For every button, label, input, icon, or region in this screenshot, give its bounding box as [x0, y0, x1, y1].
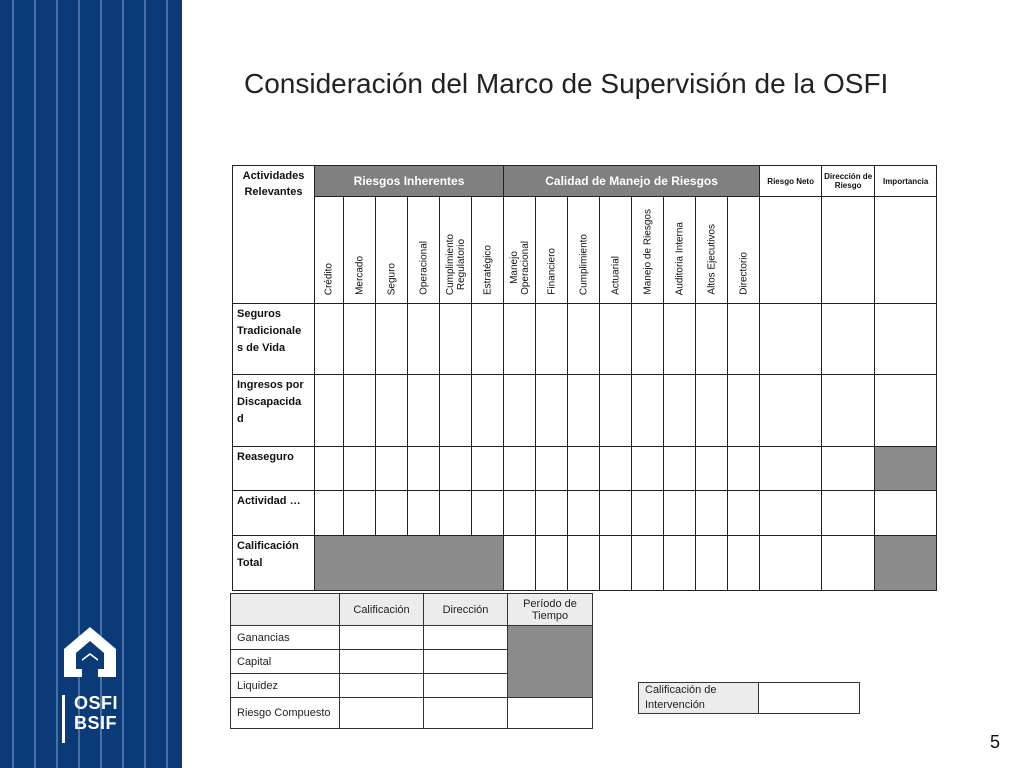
- table-row: [233, 304, 937, 375]
- summary-row-label: Riesgo Compuesto: [231, 698, 340, 729]
- shaded-cell: [315, 536, 504, 591]
- sidebar-stripe: [12, 0, 14, 768]
- activity-label: Seguros Tradicionale s de Vida: [233, 304, 315, 375]
- empty-cell: [822, 197, 875, 304]
- intervention-label: Calificación de Intervención: [639, 683, 759, 714]
- risk-label: Crédito: [323, 262, 335, 295]
- col-direction-header: Dirección de Riesgo: [822, 166, 875, 197]
- page-title: Consideración del Marco de Supervisión de la OSFI: [244, 68, 889, 99]
- summary-header: Calificación: [340, 594, 424, 626]
- risk-label: Cumplimiento Regulatorio: [444, 233, 467, 295]
- quality-label: Altos Ejecutivos: [706, 224, 718, 295]
- risk-header: [344, 197, 376, 304]
- quality-header: [536, 197, 568, 304]
- shaded-cell: [875, 536, 937, 591]
- table-row: [233, 447, 937, 491]
- summary-row-label: Capital: [231, 650, 340, 674]
- shaded-cell: [508, 626, 593, 698]
- risk-header: [440, 197, 472, 304]
- risk-header: [472, 197, 504, 304]
- sidebar-stripe: [122, 0, 124, 768]
- risk-label: Seguro: [386, 262, 397, 295]
- logo-osfi: OSFI: [74, 693, 119, 713]
- sidebar-stripe: [34, 0, 36, 768]
- quality-header: [728, 197, 760, 304]
- osfi-logo: [58, 625, 122, 733]
- empty-cell: [231, 594, 340, 626]
- page-number: 5: [990, 732, 1001, 752]
- quality-header: [664, 197, 696, 304]
- summary-row-label: Liquidez: [231, 674, 340, 698]
- supervision-table: [232, 165, 937, 591]
- col-net-risk-header: Riesgo Neto: [760, 166, 822, 197]
- quality-header: [632, 197, 664, 304]
- group-inherent-risks: Riesgos Inherentes: [315, 166, 504, 197]
- sidebar-stripe: [166, 0, 168, 768]
- quality-label: Manejo de Riesgos: [642, 209, 654, 295]
- summary-table: [230, 593, 593, 729]
- sidebar-stripe: [144, 0, 146, 768]
- col-activities-header: Actividades Relevantes: [233, 166, 315, 304]
- quality-label: Directorio: [738, 252, 750, 295]
- table-row: [231, 626, 593, 650]
- group-risk-management-quality: Calidad de Manejo de Riesgos: [504, 166, 760, 197]
- col-importance-header: Importancia: [875, 166, 937, 197]
- activity-label: Reaseguro: [233, 447, 315, 491]
- risk-header: [376, 197, 408, 304]
- intervention-value-cell: [759, 683, 860, 714]
- table-row: [233, 375, 937, 447]
- shaded-cell: [875, 447, 937, 491]
- summary-header: Período de Tiempo: [508, 594, 593, 626]
- risk-header: [315, 197, 344, 304]
- risk-label: Operacional: [418, 241, 429, 295]
- table-row: [233, 536, 937, 591]
- risk-label: Mercado: [354, 256, 365, 295]
- activity-label: Ingresos por Discapacida d: [233, 375, 315, 447]
- quality-header: [600, 197, 632, 304]
- quality-label: Actuarial: [610, 256, 622, 295]
- risk-label: Estratégico: [482, 244, 494, 295]
- activity-label: Calificación Total: [233, 536, 315, 591]
- quality-header: [504, 197, 536, 304]
- quality-header: [568, 197, 600, 304]
- summary-row-label: Ganancias: [231, 626, 340, 650]
- quality-label: Manejo Operacional: [508, 241, 531, 295]
- activity-label: Actividad …: [233, 491, 315, 536]
- risk-header: [408, 197, 440, 304]
- empty-cell: [760, 197, 822, 304]
- table-row: [233, 491, 937, 536]
- logo-bsif: BSIF: [74, 713, 118, 733]
- quality-label: Financiero: [546, 248, 558, 295]
- quality-label: Auditoria Interna: [674, 221, 686, 295]
- quality-label: Cumplimiento: [578, 233, 590, 295]
- empty-cell: [875, 197, 937, 304]
- table-row: [231, 698, 593, 729]
- quality-header: [696, 197, 728, 304]
- summary-header: Dirección: [424, 594, 508, 626]
- intervention-table: [638, 682, 860, 714]
- sidebar-band: [0, 0, 182, 768]
- osfi-emblem-icon: [58, 625, 122, 681]
